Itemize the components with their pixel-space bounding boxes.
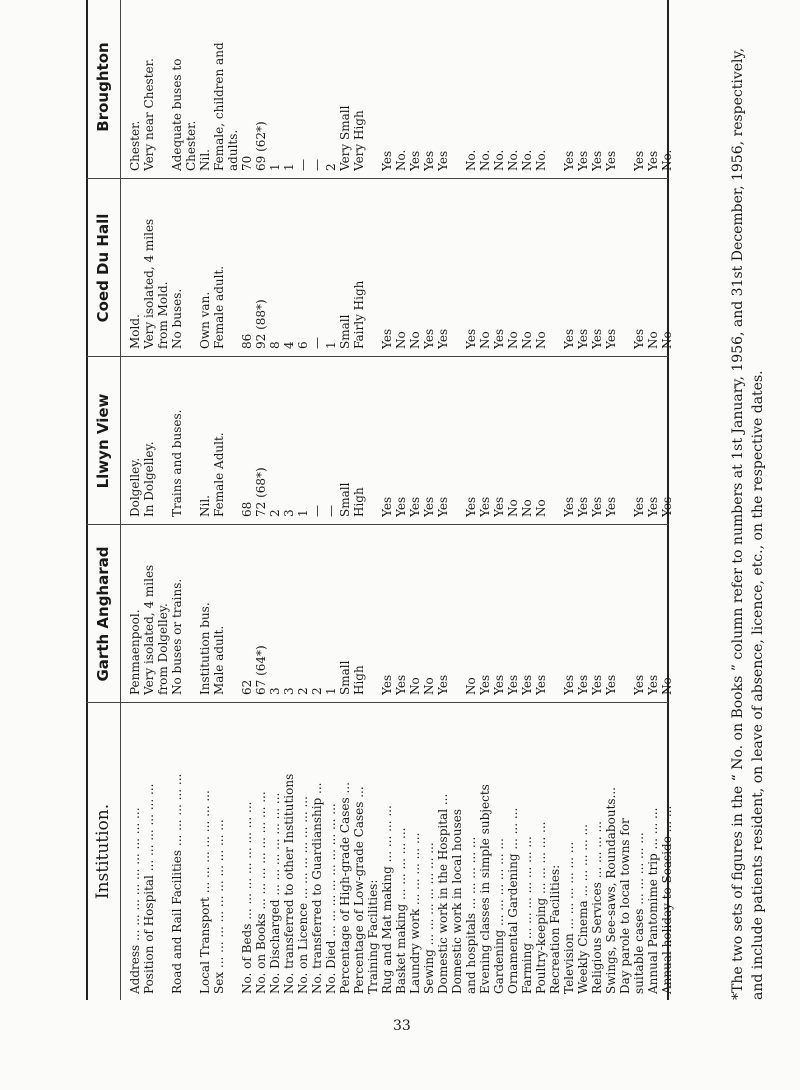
row-label: Swings, See-saws, Roundabouts... xyxy=(604,787,618,994)
table-cell: Yes xyxy=(506,674,520,695)
table-cell: No xyxy=(534,331,548,349)
table-cell: from Dolgelley. xyxy=(156,603,170,695)
table-cell: 1 xyxy=(282,163,296,171)
table-cell: Yes xyxy=(520,674,534,695)
row-label: Weekly Cinema ... ... ... ... ... xyxy=(576,824,590,994)
table-cell: High xyxy=(352,665,366,695)
table-cell: Yes xyxy=(660,496,674,517)
table-cell: Yes xyxy=(562,150,576,171)
table-cell: Very isolated, 4 miles xyxy=(142,564,156,695)
table-cell: No. xyxy=(506,149,520,171)
table-cell: Mold. xyxy=(128,314,142,349)
table-cell: Dolgelley. xyxy=(128,457,142,517)
table-cell: Yes xyxy=(380,496,394,517)
table-cell: Very near Chester. xyxy=(142,58,156,171)
page-number: 33 xyxy=(393,1018,411,1034)
row-label: No. on Licence ... ... ... ... ... ... ... xyxy=(296,796,310,994)
table-cell: No xyxy=(408,331,422,349)
row-label: Poultry-keeping ... ... ... ... ... xyxy=(534,821,548,994)
row-label: No. of Beds ... ... ... ... ... ... ... ... xyxy=(240,801,254,994)
row-label: Percentage of Low-grade Cases ... xyxy=(352,786,366,994)
table-cell: Yes xyxy=(590,496,604,517)
table-cell: Penmaenpool. xyxy=(128,609,142,695)
table-cell: Yes xyxy=(380,674,394,695)
column-coed-du-hall xyxy=(86,179,674,357)
row-label: Basket making ... ... ... ... ... xyxy=(394,827,408,994)
table-cell: No. xyxy=(660,149,674,171)
table-cell: Yes xyxy=(604,150,618,171)
table-cell: Yes xyxy=(562,674,576,695)
row-label: Domestic work in local houses xyxy=(450,808,464,994)
table-cell: Yes xyxy=(562,496,576,517)
table-cell: Yes xyxy=(590,674,604,695)
column-header-garth-angharad: Garth Angharad xyxy=(94,546,112,682)
table-cell: 2 xyxy=(268,509,282,517)
table-cell: No. xyxy=(534,149,548,171)
table-cell: No xyxy=(422,677,436,695)
table-cell: 72 (68*) xyxy=(254,467,268,517)
row-label: and hospitals ... ... ... ... ... xyxy=(464,836,478,994)
table-cell: 4 xyxy=(282,341,296,349)
table-cell: Yes xyxy=(576,150,590,171)
table-cell: 3 xyxy=(268,687,282,695)
row-label: No. transferred to Guardianship ... xyxy=(310,782,324,994)
table-cell: No. xyxy=(464,149,478,171)
row-label: Rug and Mat making ... ... ... ... xyxy=(380,805,394,994)
table-cell: Own van. xyxy=(198,291,212,349)
table-cell: No xyxy=(520,499,534,517)
table-cell: No xyxy=(394,331,408,349)
table-cell: Yes xyxy=(492,496,506,517)
row-label: Ornamental Gardening ... ... ... xyxy=(506,807,520,994)
table-cell: No xyxy=(534,499,548,517)
table-cell: Yes xyxy=(562,328,576,349)
row-label: Local Transport ... ... ... ... ... ... ... xyxy=(198,790,212,994)
table-cell: Yes xyxy=(590,328,604,349)
table-cell: No xyxy=(660,331,674,349)
table-cell: — xyxy=(324,505,338,517)
row-label: Annual Pantomime trip ... ... ... xyxy=(646,807,660,994)
table-cell: No xyxy=(464,677,478,695)
table-cell: Yes xyxy=(534,674,548,695)
row-label: Religious Services ... ... ... ... xyxy=(590,821,604,994)
table-cell: No buses. xyxy=(170,288,184,349)
column-garth-angharad xyxy=(86,525,674,703)
table-cell: No buses or trains. xyxy=(170,578,184,695)
row-label: Laundry work ... ... ... ... ... xyxy=(408,832,422,994)
table-cell: Yes xyxy=(492,328,506,349)
row-label: Road and Rail Facilities ... ... ... ... ... xyxy=(170,773,184,994)
table-cell: Yes xyxy=(436,674,450,695)
column-llwyn-view xyxy=(86,357,674,525)
table-cell: 69 (62*) xyxy=(254,121,268,171)
table-cell: — xyxy=(310,159,324,171)
table-cell: 2 xyxy=(310,687,324,695)
table-cell: Small xyxy=(338,482,352,517)
table-cell: 1 xyxy=(268,163,282,171)
table-cell: No xyxy=(478,331,492,349)
table-cell: Yes xyxy=(408,150,422,171)
table-cell: 62 xyxy=(240,679,254,695)
table-cell: Yes xyxy=(576,496,590,517)
table-cell: adults. xyxy=(226,129,240,171)
table-cell: Nil. xyxy=(198,149,212,171)
table-cell: Very isolated, 4 miles xyxy=(142,218,156,349)
column-institution xyxy=(86,703,674,1000)
table-cell: Yes xyxy=(436,328,450,349)
table-cell: Yes xyxy=(478,496,492,517)
table-cell: High xyxy=(352,487,366,517)
row-label: No. on Books ... ... ... ... ... ... ... ... xyxy=(254,791,268,994)
table-cell: Nil. xyxy=(198,495,212,517)
table-cell: Yes xyxy=(464,328,478,349)
table-cell: Yes xyxy=(632,496,646,517)
row-label: Recreation Facilities: xyxy=(548,864,562,994)
table-cell: Small xyxy=(338,314,352,349)
table-cell: from Mold. xyxy=(156,281,170,349)
table-cell: Fairly High xyxy=(352,280,366,349)
row-label: Sewing ... ... ... ... ... ... ... xyxy=(422,842,436,994)
table-cell: Yes xyxy=(492,674,506,695)
table-cell: No xyxy=(408,677,422,695)
table-cell: 6 xyxy=(296,341,310,349)
table-cell: In Dolgelley. xyxy=(142,441,156,517)
row-label: Domestic work in the Hospital ... xyxy=(436,793,450,994)
row-label: Position of Hospital ... ... ... ... ... ... xyxy=(142,783,156,994)
table-cell: Yes xyxy=(422,150,436,171)
column-header-llwyn-view: Llwyn View xyxy=(94,393,112,489)
table-cell: — xyxy=(310,337,324,349)
table-cell: 8 xyxy=(268,341,282,349)
table-cell: Yes xyxy=(576,674,590,695)
table-cell: 86 xyxy=(240,333,254,349)
table-cell: Small xyxy=(338,660,352,695)
table-cell: Yes xyxy=(436,496,450,517)
row-label: Day parole to local towns for xyxy=(618,818,632,994)
table-cell: Yes xyxy=(604,328,618,349)
table-cell: Yes xyxy=(632,150,646,171)
table-cell: 1 xyxy=(324,341,338,349)
table-cell: Very Small xyxy=(338,105,352,171)
table-cell: No. xyxy=(478,149,492,171)
footnote-line-1: *The two sets of figures in the “ No. on Books ” column refer to numbers at 1st January, 1956, and 31st December, 1956, respectively, xyxy=(730,47,746,1000)
table-cell: No xyxy=(506,331,520,349)
table-cell: Very High xyxy=(352,110,366,171)
table-cell: Yes xyxy=(394,496,408,517)
row-label: Television ... ... ... ... ... ... xyxy=(562,841,576,994)
table-cell: Yes xyxy=(646,674,660,695)
table-cell: Yes xyxy=(590,150,604,171)
table-cell: 67 (64*) xyxy=(254,645,268,695)
column-header-broughton: Broughton xyxy=(94,42,112,132)
row-label: Sex ... ... ... ... ... ... ... ... ... ... xyxy=(212,819,226,994)
table-cell: No xyxy=(646,331,660,349)
table-cell: Yes xyxy=(380,150,394,171)
table-cell: Adequate buses to xyxy=(170,58,184,171)
table-cell: Yes xyxy=(576,328,590,349)
table-cell: 70 xyxy=(240,155,254,171)
table-cell: 1 xyxy=(324,687,338,695)
table-cell: Yes xyxy=(632,674,646,695)
table-cell: Yes xyxy=(464,496,478,517)
table-cell: Yes xyxy=(632,328,646,349)
table-cell: Yes xyxy=(408,496,422,517)
table-cell: Female Adult. xyxy=(212,432,226,517)
row-label: Address ... ... ... ... ... ... ... ... ... xyxy=(128,807,142,994)
table-cell: Yes xyxy=(394,674,408,695)
table-cell: Yes xyxy=(604,496,618,517)
row-label: Annual holiday to Seaside ... ... xyxy=(660,805,674,994)
table-cell: Yes xyxy=(436,150,450,171)
row-label: Evening classes in simple subjects xyxy=(478,784,492,994)
table-cell: No xyxy=(506,499,520,517)
table-cell: Female, children and xyxy=(212,42,226,171)
table-cell: 2 xyxy=(324,163,338,171)
table-cell: 92 (88*) xyxy=(254,299,268,349)
footnote-line-2: and include patients resident, on leave of absence, licence, etc., on the respective dates. xyxy=(750,370,766,1000)
row-label: Farming ... ... ... ... ... ... ... xyxy=(520,836,534,994)
table-cell: Institution bus. xyxy=(198,602,212,695)
column-header-institution: Institution. xyxy=(93,803,113,900)
table-cell: Trains and buses. xyxy=(170,409,184,517)
table-cell: 68 xyxy=(240,501,254,517)
row-label: No. transferred to other Institutions xyxy=(282,773,296,994)
table-cell: 2 xyxy=(296,687,310,695)
table-cell: No. xyxy=(492,149,506,171)
table-cell: Yes xyxy=(478,674,492,695)
row-label: Percentage of High-grade Cases ... xyxy=(338,782,352,994)
institutions-table xyxy=(86,0,674,1000)
table-cell: Chester. xyxy=(128,120,142,171)
table-cell: Yes xyxy=(646,496,660,517)
row-label: Gardening ... ... ... ... ... ... xyxy=(492,838,506,994)
table-cell: No. xyxy=(520,149,534,171)
table-cell: Yes xyxy=(604,674,618,695)
table-cell: Chester. xyxy=(184,120,198,171)
table-cell: Female adult. xyxy=(212,265,226,349)
column-broughton xyxy=(86,0,674,179)
column-header-coed-du-hall: Coed Du Hall xyxy=(94,213,112,323)
row-label: No. Died ... ... ... ... ... ... ... ... ... xyxy=(324,803,338,994)
row-label: suitable cases ... ... ... ... ... xyxy=(632,832,646,994)
table-cell: No xyxy=(520,331,534,349)
table-cell: Male adult. xyxy=(212,625,226,695)
table-cell: No. xyxy=(394,149,408,171)
table-cell: — xyxy=(310,505,324,517)
row-label: No. Discharged ... ... ... ... ... ... ... xyxy=(268,792,282,994)
table-cell: 3 xyxy=(282,509,296,517)
table-cell: Yes xyxy=(646,150,660,171)
table-cell: No xyxy=(660,677,674,695)
table-cell: Yes xyxy=(422,496,436,517)
row-label: Training Facilities: xyxy=(366,879,380,994)
table-cell: — xyxy=(296,159,310,171)
table-cell: 1 xyxy=(296,509,310,517)
table-cell: 3 xyxy=(282,687,296,695)
table-cell: Yes xyxy=(422,328,436,349)
table-cell: Yes xyxy=(380,328,394,349)
